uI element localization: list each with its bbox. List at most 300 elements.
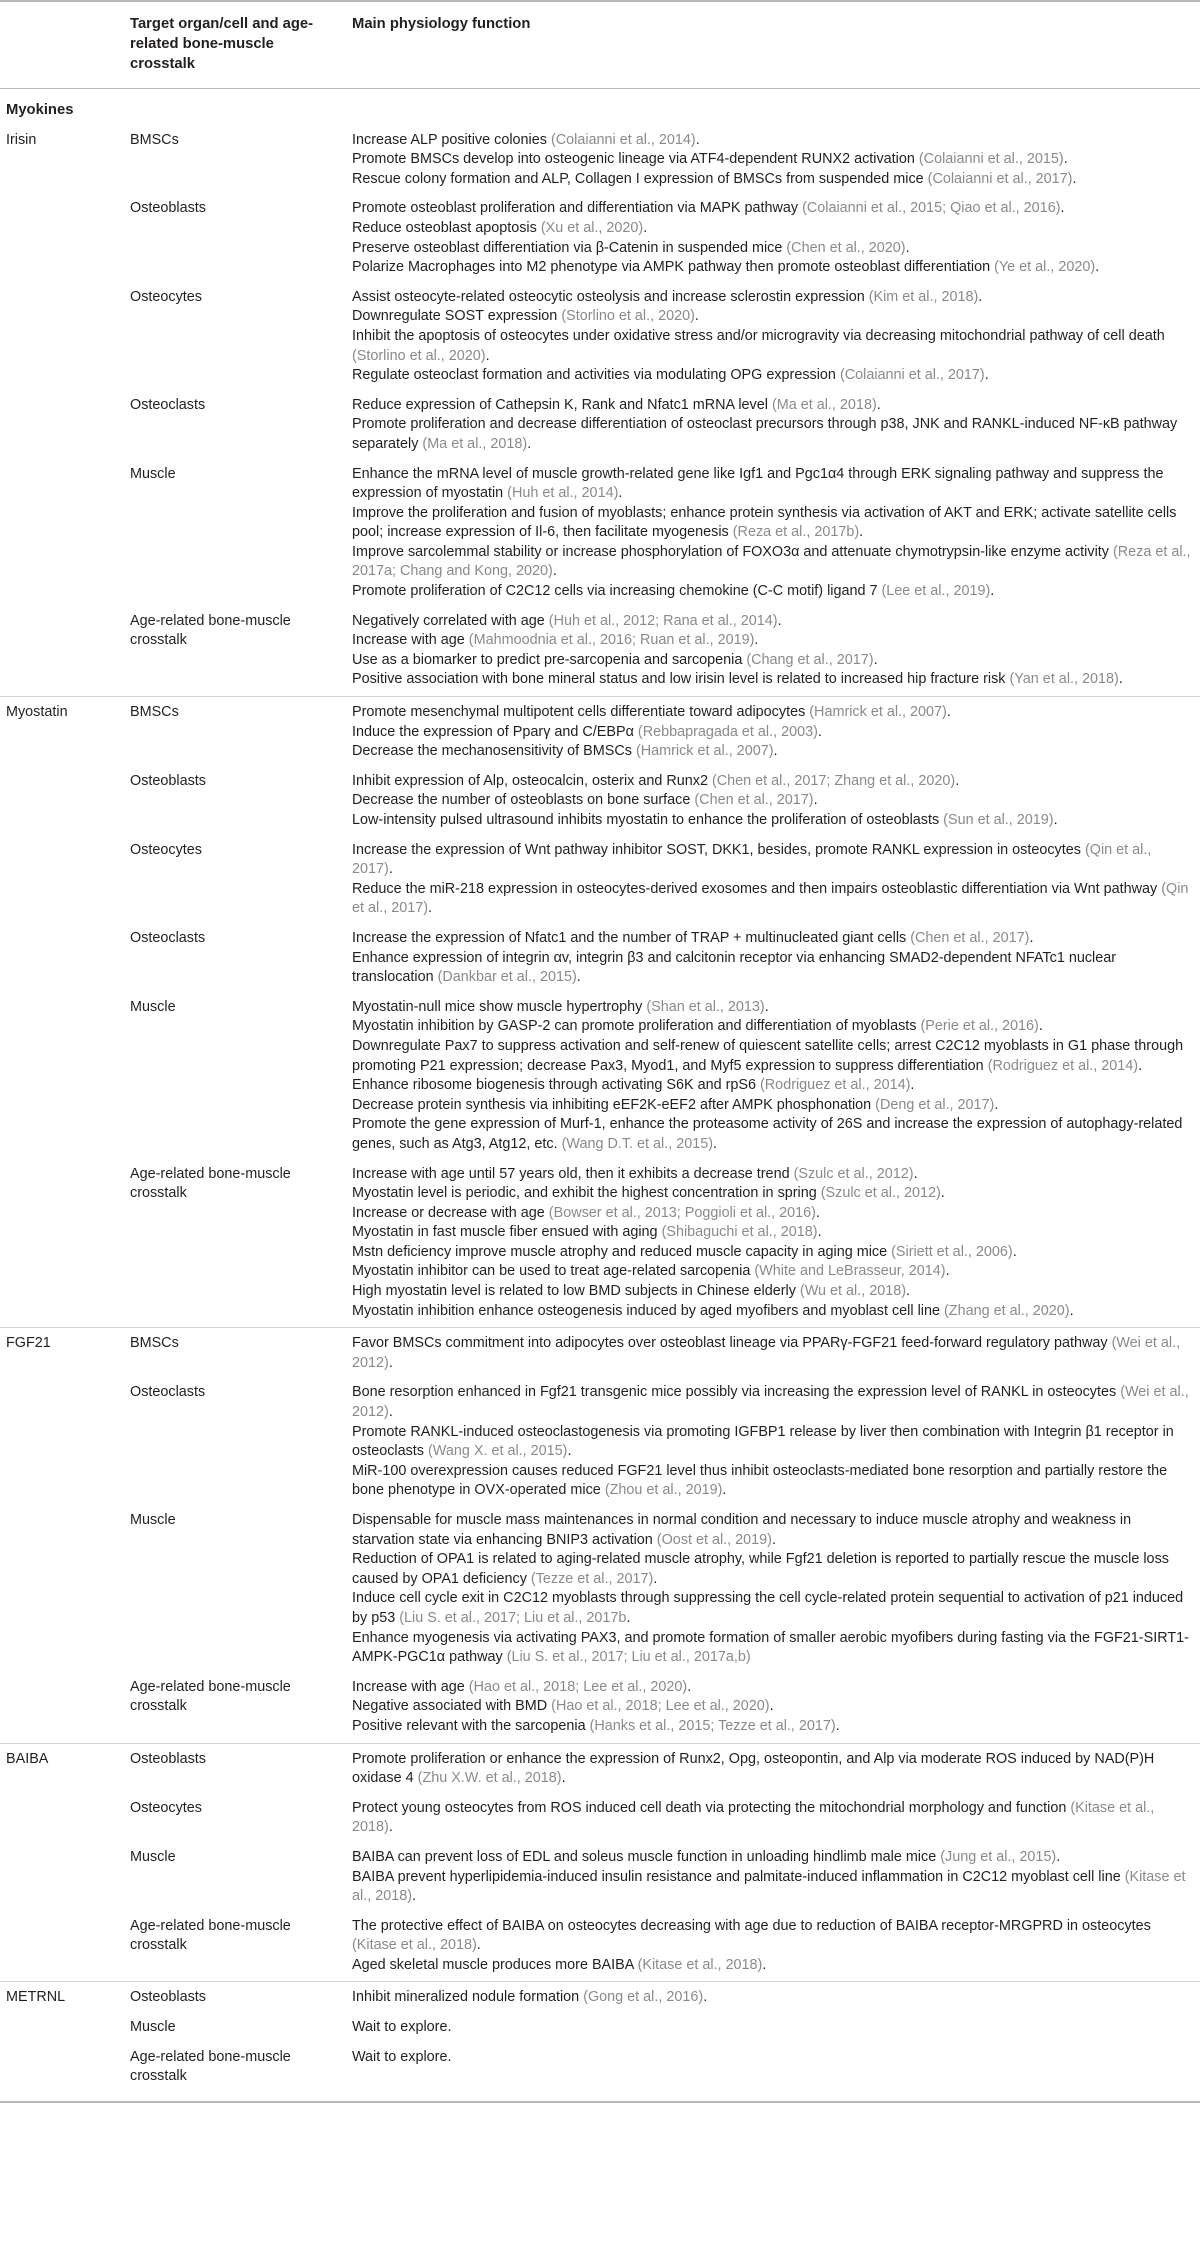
reference: (Wei et al., 2012) xyxy=(352,1335,1181,1371)
function-text: Promote proliferation of C2C12 cells via increasing chemokine (C-C motif) ligand 7 xyxy=(352,583,882,600)
reference: (Chen et al., 2017; Zhang et al., 2020) xyxy=(711,772,956,789)
table-row xyxy=(0,994,1200,1161)
function-item xyxy=(352,1037,1194,1076)
function-end: . xyxy=(388,1404,393,1421)
section-title: Myokines xyxy=(6,102,74,118)
function-item xyxy=(352,1799,1194,1838)
reference: (Mahmoodnia et al., 2016; Ruan et al., 2019) xyxy=(468,632,755,649)
function-item xyxy=(352,651,1194,671)
function-item xyxy=(352,307,1194,327)
table-row xyxy=(0,837,1200,925)
target-name: Osteocytes xyxy=(130,288,202,305)
function-text: Wait to explore. xyxy=(352,2019,452,2036)
header-function: Main physiology function xyxy=(340,1,1200,89)
reference: (Dankbar et al., 2015) xyxy=(437,969,577,986)
function-item xyxy=(352,1383,1194,1422)
function-end: . xyxy=(653,1570,658,1587)
reference: (Deng et al., 2017) xyxy=(875,1096,995,1113)
function-text: Decrease the number of osteoblasts on bone surface xyxy=(352,792,695,809)
function-text: Regulate osteoclast formation and activities via modulating OPG expression xyxy=(352,367,840,384)
function-item xyxy=(352,772,1194,792)
factor-name xyxy=(0,1795,118,1844)
function-text: Polarize Macrophages into M2 phenotype via AMPK pathway then promote osteoblast differentiation xyxy=(352,259,995,276)
reference: (Qin et al., 2017) xyxy=(352,880,1189,917)
function-end: . xyxy=(994,1096,999,1113)
factor-name xyxy=(0,994,118,1161)
function-end: . xyxy=(687,1678,692,1695)
factor-name xyxy=(0,1507,118,1674)
reference: (Bowser et al., 2013; Poggioli et al., 2016) xyxy=(548,1204,816,1221)
function-end: . xyxy=(643,219,648,236)
factor-name xyxy=(0,195,118,283)
function-item xyxy=(352,219,1194,239)
reference: (Huh et al., 2012; Rana et al., 2014) xyxy=(548,612,778,629)
function-list xyxy=(340,1844,1200,1913)
function-text: Myostatin inhibition enhance osteogenesis induced by aged myofibers and myoblast cell line xyxy=(352,1302,944,1319)
reference: (Kitase et al., 2018) xyxy=(352,1868,1186,1905)
reference: (Storlino et al., 2020) xyxy=(561,308,695,325)
table-body xyxy=(0,89,1200,2102)
function-end: . xyxy=(815,1204,820,1221)
target-name: Osteoblasts xyxy=(118,1743,340,1795)
function-end: . xyxy=(859,524,864,541)
reference: (Liu S. et al., 2017; Liu et al., 2017a,b) xyxy=(506,1649,751,1666)
reference: (Szulc et al., 2012) xyxy=(793,1165,914,1182)
target-name: Muscle xyxy=(130,465,176,482)
function-end: . xyxy=(1095,259,1100,276)
function-item xyxy=(352,1462,1194,1501)
function-item xyxy=(352,150,1194,170)
function-item xyxy=(352,791,1194,811)
function-text: Preserve osteoblast differentiation via β-Catenin in suspended mice xyxy=(352,239,787,256)
reference: (Kitase et al., 2018) xyxy=(352,1799,1155,1836)
function-text: Myostatin inhibitor can be used to treat age-related sarcopenia xyxy=(352,1263,755,1280)
section-row xyxy=(0,89,1200,125)
reference: (Gong et al., 2016) xyxy=(583,1989,704,2006)
function-end: . xyxy=(817,723,822,740)
function-item xyxy=(352,1115,1194,1154)
table-row xyxy=(0,1795,1200,1844)
factor-name xyxy=(0,284,118,392)
function-end: . xyxy=(476,1937,481,1954)
function-end: . xyxy=(388,861,393,878)
function-text: Enhance myogenesis via activating PAX3, and promote formation of smaller aerobic myofibers during fasting via the FGF21-SIRT1-AMPK-PGC1α pathway xyxy=(352,1629,1189,1666)
function-item xyxy=(352,1868,1194,1907)
function-item xyxy=(352,1917,1194,1956)
function-text: Protect young osteocytes from ROS induced cell death via protecting the mitochondrial morphology and function xyxy=(352,1799,1071,1816)
function-list xyxy=(340,1674,1200,1743)
reference: (Wu et al., 2018) xyxy=(799,1283,907,1300)
function-end: . xyxy=(713,1135,718,1152)
function-end: . xyxy=(412,1888,417,1905)
table-row xyxy=(0,2044,1200,2102)
table-row xyxy=(0,2014,1200,2044)
function-text: Inhibit expression of Alp, osteocalcin, osterix and Runx2 xyxy=(352,772,712,789)
function-item xyxy=(352,1589,1194,1628)
function-end: . xyxy=(1069,1302,1074,1319)
reference: (Chen et al., 2020) xyxy=(786,239,906,256)
target-name: Osteoblasts xyxy=(118,1982,340,2014)
function-text: Inhibit the apoptosis of osteocytes under oxidative stress and/or microgravity via decreasing mitochondrial pathway of cell death xyxy=(352,327,1165,344)
function-text: High myostatin level is related to low BMD subjects in Chinese elderly xyxy=(352,1283,800,1300)
function-end: . xyxy=(906,1283,911,1300)
target-name: Osteoclasts xyxy=(130,396,206,413)
target-name: Osteocytes xyxy=(130,1799,202,1816)
function-end: . xyxy=(1056,1848,1061,1865)
reference: (Qin et al., 2017) xyxy=(352,841,1152,878)
function-text: Induce cell cycle exit in C2C12 myoblasts through suppressing the cell cycle-related protein sequential to activation of p21 induced by p53 xyxy=(352,1590,1184,1626)
table-row xyxy=(0,1674,1200,1743)
function-end: . xyxy=(955,772,960,789)
reference: (Zhou et al., 2019) xyxy=(604,1482,723,1499)
function-text: Increase with age xyxy=(352,1678,469,1695)
factor-name xyxy=(0,2044,118,2102)
table-row xyxy=(0,1507,1200,1674)
factor-name: Irisin xyxy=(6,131,37,148)
function-end: . xyxy=(771,1531,776,1548)
table-row xyxy=(0,1743,1200,1795)
function-item xyxy=(352,742,1194,762)
reference: (Wang X. et al., 2015) xyxy=(428,1443,568,1460)
function-end: . xyxy=(905,239,910,256)
function-end: . xyxy=(773,743,778,760)
function-end: . xyxy=(1138,1057,1143,1074)
reference: (Kitase et al., 2018) xyxy=(352,1937,477,1954)
function-item xyxy=(352,1550,1194,1589)
reference: (Storlino et al., 2020) xyxy=(352,347,486,364)
factor-name xyxy=(0,1379,118,1507)
factor-name: Myostatin xyxy=(0,697,118,768)
reference: (Perie et al., 2016) xyxy=(920,1018,1039,1035)
function-list xyxy=(340,837,1200,925)
function-item xyxy=(352,1334,1194,1373)
function-text: Dispensable for muscle mass maintenances in normal condition and necessary to induce muscle atrophy and weakness in starvation state via enhancing BNIP3 activation xyxy=(352,1512,1132,1548)
function-item xyxy=(352,327,1194,366)
function-item xyxy=(352,288,1194,308)
function-list xyxy=(340,461,1200,608)
reference: (Oost et al., 2019) xyxy=(656,1531,772,1548)
reference: (Szulc et al., 2012) xyxy=(820,1185,941,1202)
function-list xyxy=(340,1982,1200,2014)
table-row xyxy=(0,284,1200,392)
function-item xyxy=(352,1243,1194,1263)
factor-name xyxy=(0,837,118,925)
target-name: Osteoblasts xyxy=(130,772,206,789)
function-item xyxy=(352,1717,1194,1737)
reference: (White and LeBrasseur, 2014) xyxy=(754,1263,946,1280)
function-text: Induce the expression of Pparγ and C/EBPα xyxy=(352,723,638,740)
function-list xyxy=(340,195,1200,283)
function-list xyxy=(340,1913,1200,1982)
function-list xyxy=(340,1795,1200,1844)
table-row xyxy=(0,1982,1200,2014)
function-end: . xyxy=(1038,1018,1043,1035)
function-item xyxy=(352,1988,1194,2008)
function-text: BAIBA prevent hyperlipidemia-induced insulin resistance and palmitate-induced inflammation in C2C12 myoblast cell line xyxy=(352,1868,1125,1885)
function-end: . xyxy=(694,308,699,325)
function-text: Increase with age until 57 years old, then it exhibits a decrease trend xyxy=(352,1165,794,1182)
reference: (Chang et al., 2017) xyxy=(746,651,874,668)
function-end: . xyxy=(777,612,782,629)
function-item xyxy=(352,258,1194,278)
target-name: Age-related bone-muscle crosstalk xyxy=(130,1917,291,1954)
function-text: Increase or decrease with age xyxy=(352,1204,549,1221)
function-end: . xyxy=(835,1717,840,1734)
function-text: MiR-100 overexpression causes reduced FGF21 level thus inhibit osteoclasts-mediated bone resorption and partially restore the bone phenotype in OVX-operated mice xyxy=(352,1462,1168,1499)
function-item xyxy=(352,1848,1194,1868)
function-end: . xyxy=(695,131,700,148)
function-end: . xyxy=(754,632,759,649)
reference: (Siriett et al., 2006) xyxy=(891,1243,1013,1260)
table-row xyxy=(0,1913,1200,1982)
function-list xyxy=(340,2044,1200,2102)
function-text: Myostatin-null mice show muscle hypertrophy xyxy=(352,998,647,1015)
table-row xyxy=(0,125,1200,196)
function-list xyxy=(340,697,1200,768)
table-row xyxy=(0,1379,1200,1507)
factor-name xyxy=(0,1844,118,1913)
reference: (Wei et al., 2012) xyxy=(352,1384,1189,1421)
function-item xyxy=(352,366,1194,386)
target-name: Age-related bone-muscle crosstalk xyxy=(130,1678,291,1715)
function-item xyxy=(352,1223,1194,1243)
function-item xyxy=(352,1184,1194,1204)
function-text: Favor BMSCs commitment into adipocytes over osteoblast lineage via PPARγ-FGF21 feed-forward regulatory pathway xyxy=(352,1335,1112,1352)
table-header-row xyxy=(0,1,1200,89)
target-name: BMSCs xyxy=(118,697,340,768)
function-end: . xyxy=(576,969,581,986)
target-name: Age-related bone-muscle crosstalk xyxy=(118,2044,340,2102)
reference: (Shibaguchi et al., 2018) xyxy=(661,1224,818,1241)
function-text: Myostatin level is periodic, and exhibit the highest concentration in spring xyxy=(352,1185,821,1202)
reference: (Reza et al., 2017a; Chang and Kong, 2020) xyxy=(352,543,1191,580)
function-item xyxy=(352,582,1194,602)
function-end: . xyxy=(703,1989,708,2006)
function-end: . xyxy=(567,1443,572,1460)
factor-name: METRNL xyxy=(0,1982,118,2014)
function-end: . xyxy=(764,998,769,1015)
factor-name xyxy=(0,608,118,697)
function-text: Use as a biomarker to predict pre-sarcopenia and sarcopenia xyxy=(352,651,747,668)
function-item xyxy=(352,723,1194,743)
function-text: Negative associated with BMD xyxy=(352,1698,552,1715)
function-list xyxy=(340,1743,1200,1795)
function-text: Reduction of OPA1 is related to aging-related muscle atrophy, while Fgf21 deletion is reported to partially rescue the muscle loss caused by OPA1 deficiency xyxy=(352,1551,1169,1587)
reference: (Hanks et al., 2015; Tezze et al., 2017) xyxy=(589,1717,836,1734)
factor-name xyxy=(0,2014,118,2044)
function-item xyxy=(352,1956,1194,1976)
function-text: Assist osteocyte-related osteocytic osteolysis and increase sclerostin expression xyxy=(352,288,869,305)
function-list xyxy=(340,1328,1200,1380)
function-end: . xyxy=(990,583,995,600)
function-item xyxy=(352,239,1194,259)
target-name: Muscle xyxy=(130,2019,176,2036)
function-text: Rescue colony formation and ALP, Collagen I expression of BMSCs from suspended mice xyxy=(352,170,928,187)
function-item xyxy=(352,1678,1194,1698)
function-item xyxy=(352,131,1194,151)
function-text: Promote proliferation or enhance the expression of Runx2, Opg, osteopontin, and Alp via moderate ROS induced by NAD(P)H oxidase 4 xyxy=(352,1750,1155,1787)
reference: (Yan et al., 2018) xyxy=(1009,671,1119,688)
function-text: Reduce expression of Cathepsin K, Rank and Nfatc1 mRNA level xyxy=(352,396,772,413)
function-item xyxy=(352,1017,1194,1037)
target-name: BMSCs xyxy=(130,131,179,148)
factor-name xyxy=(0,1913,118,1982)
function-text: Positive association with bone mineral status and low irisin level is related to increased hip fracture risk xyxy=(352,671,1010,688)
function-item xyxy=(352,998,1194,1018)
target-name: Osteoblasts xyxy=(130,200,206,217)
reference: (Ma et al., 2018) xyxy=(771,396,877,413)
function-end: . xyxy=(817,1224,822,1241)
function-item xyxy=(352,504,1194,543)
reference: (Hamrick et al., 2007) xyxy=(635,743,774,760)
table-row xyxy=(0,195,1200,283)
reference: (Rebbapragada et al., 2003) xyxy=(637,723,818,740)
function-item xyxy=(352,199,1194,219)
function-item xyxy=(352,543,1194,582)
function-item xyxy=(352,1096,1194,1116)
function-item xyxy=(352,1629,1194,1668)
table-row xyxy=(0,1161,1200,1328)
target-name: Age-related bone-muscle crosstalk xyxy=(130,612,291,649)
factor-name xyxy=(0,925,118,994)
function-text: Decrease the mechanosensitivity of BMSCs xyxy=(352,743,636,760)
function-text: Enhance ribosome biogenesis through activating S6K and rpS6 xyxy=(352,1077,760,1094)
function-end: . xyxy=(876,396,881,413)
factor-name xyxy=(0,1674,118,1743)
reference: (Chen et al., 2017) xyxy=(694,792,814,809)
reference: (Colaianni et al., 2014) xyxy=(550,131,696,148)
function-text: Increase the expression of Nfatc1 and the number of TRAP + multinucleated giant cells xyxy=(352,929,911,946)
header-factor xyxy=(0,1,118,89)
reference: (Colaianni et al., 2015; Qiao et al., 2016) xyxy=(802,200,1061,217)
function-item xyxy=(352,396,1194,416)
function-end: . xyxy=(1012,1243,1017,1260)
function-end: . xyxy=(1053,812,1058,828)
target-name: Muscle xyxy=(130,1848,176,1865)
function-item xyxy=(352,670,1194,690)
function-list xyxy=(340,1507,1200,1674)
function-end: . xyxy=(428,900,433,917)
function-end: . xyxy=(1072,170,1077,187)
function-text: Promote mesenchymal multipotent cells differentiate toward adipocytes xyxy=(352,704,810,721)
target-name: Muscle xyxy=(130,998,176,1015)
function-end: . xyxy=(1060,200,1065,217)
function-item xyxy=(352,929,1194,949)
function-text: Wait to explore. xyxy=(352,2048,452,2065)
reference: (Zhang et al., 2020) xyxy=(943,1302,1070,1319)
function-end: . xyxy=(984,367,989,384)
function-text: Reduce osteoblast apoptosis xyxy=(352,219,541,236)
factor-name xyxy=(0,461,118,608)
function-text: Myostatin in fast muscle fiber ensued with aging xyxy=(352,1224,662,1241)
function-item xyxy=(352,465,1194,504)
function-text: Aged skeletal muscle produces more BAIBA xyxy=(352,1956,638,1973)
function-end: . xyxy=(762,1956,767,1973)
function-end: . xyxy=(561,1770,566,1787)
function-end: . xyxy=(873,651,878,668)
reference: (Zhu X.W. et al., 2018) xyxy=(417,1770,562,1787)
table-row xyxy=(0,1844,1200,1913)
factor-name: FGF21 xyxy=(0,1328,118,1380)
function-end: . xyxy=(813,792,818,809)
function-list xyxy=(340,1379,1200,1507)
table-row xyxy=(0,925,1200,994)
function-item xyxy=(352,2048,1194,2068)
function-list xyxy=(340,925,1200,994)
function-item xyxy=(352,415,1194,454)
target-name: BMSCs xyxy=(118,1328,340,1380)
factor-name xyxy=(0,392,118,461)
reference: (Jung et al., 2015) xyxy=(940,1848,1057,1865)
reference: (Kim et al., 2018) xyxy=(868,288,979,305)
reference: (Rodriguez et al., 2014) xyxy=(987,1057,1139,1074)
target-name: Osteoclasts xyxy=(130,1384,206,1401)
factor-name xyxy=(0,768,118,837)
function-end: . xyxy=(940,1185,945,1202)
function-end: . xyxy=(527,435,532,452)
function-end: . xyxy=(485,347,490,364)
reference: (Hao et al., 2018; Lee et al., 2020) xyxy=(551,1698,770,1715)
function-text: Increase ALP positive colonies xyxy=(352,131,551,148)
reference: (Huh et al., 2014) xyxy=(507,485,619,502)
table-row xyxy=(0,768,1200,837)
reference: (Rodriguez et al., 2014) xyxy=(760,1077,911,1094)
function-text: Promote osteoblast proliferation and differentiation via MAPK pathway xyxy=(352,200,803,217)
function-text: BAIBA can prevent loss of EDL and soleus muscle function in unloading hindlimb male mice xyxy=(352,1848,941,1865)
function-item xyxy=(352,1750,1194,1789)
function-item xyxy=(352,1076,1194,1096)
table-row xyxy=(0,461,1200,608)
function-end: . xyxy=(722,1482,727,1499)
function-text: Improve sarcolemmal stability or increase phosphorylation of FOXO3α and attenuate chymotrypsin-like enzyme activity xyxy=(352,543,1113,560)
function-item xyxy=(352,1262,1194,1282)
reference: (Wang D.T. et al., 2015) xyxy=(561,1135,714,1152)
reference: (Tezze et al., 2017) xyxy=(530,1570,654,1587)
function-text: Inhibit mineralized nodule formation xyxy=(352,1989,584,2006)
function-end: . xyxy=(1118,671,1123,688)
table-row xyxy=(0,697,1200,768)
reference: (Shan et al., 2013) xyxy=(646,998,765,1015)
function-item xyxy=(352,1423,1194,1462)
function-text: Bone resorption enhanced in Fgf21 transgenic mice possibly via increasing the expression level of RANKL in osteocytes xyxy=(352,1384,1121,1401)
function-item xyxy=(352,949,1194,988)
reference: (Ye et al., 2020) xyxy=(994,259,1096,276)
function-text: Downregulate Pax7 to suppress activation and self-renew of quiescent satellite cells; arrest C2C12 myoblasts in G1 phase through promoting P21 expression; decrease Pax3, Myod1, and Myf5 expression to suppress differentiation xyxy=(352,1037,1184,1074)
table-row xyxy=(0,1328,1200,1380)
target-name: Osteoclasts xyxy=(130,929,206,946)
function-text: Enhance expression of integrin αv, integrin β3 and calcitonin receptor via enhancing SMAD2-dependent NFATc1 nuclear translocation xyxy=(352,949,1117,986)
function-list xyxy=(340,768,1200,837)
function-text: Promote the gene expression of Murf-1, enhance the proteasome activity of 26S and increase the expression of autophagy-related genes, such as Atg3, Atg12, etc. xyxy=(352,1116,1183,1152)
function-list xyxy=(340,1161,1200,1328)
function-text: Myostatin inhibition by GASP-2 can promote proliferation and differentiation of myoblasts xyxy=(352,1018,921,1035)
reference: (Lee et al., 2019) xyxy=(881,583,991,600)
function-end: . xyxy=(618,485,623,502)
factor-name: BAIBA xyxy=(0,1743,118,1795)
function-item xyxy=(352,631,1194,651)
function-list xyxy=(340,125,1200,196)
function-end: . xyxy=(769,1698,774,1715)
reference: (Colaianni et al., 2015) xyxy=(918,151,1064,168)
reference: (Kitase et al., 2018) xyxy=(637,1956,763,1973)
function-item xyxy=(352,841,1194,880)
function-item xyxy=(352,1302,1194,1322)
function-list xyxy=(340,2014,1200,2044)
function-end: . xyxy=(552,563,557,580)
function-end: . xyxy=(913,1165,918,1182)
function-end: . xyxy=(910,1077,915,1094)
function-list xyxy=(340,608,1200,697)
